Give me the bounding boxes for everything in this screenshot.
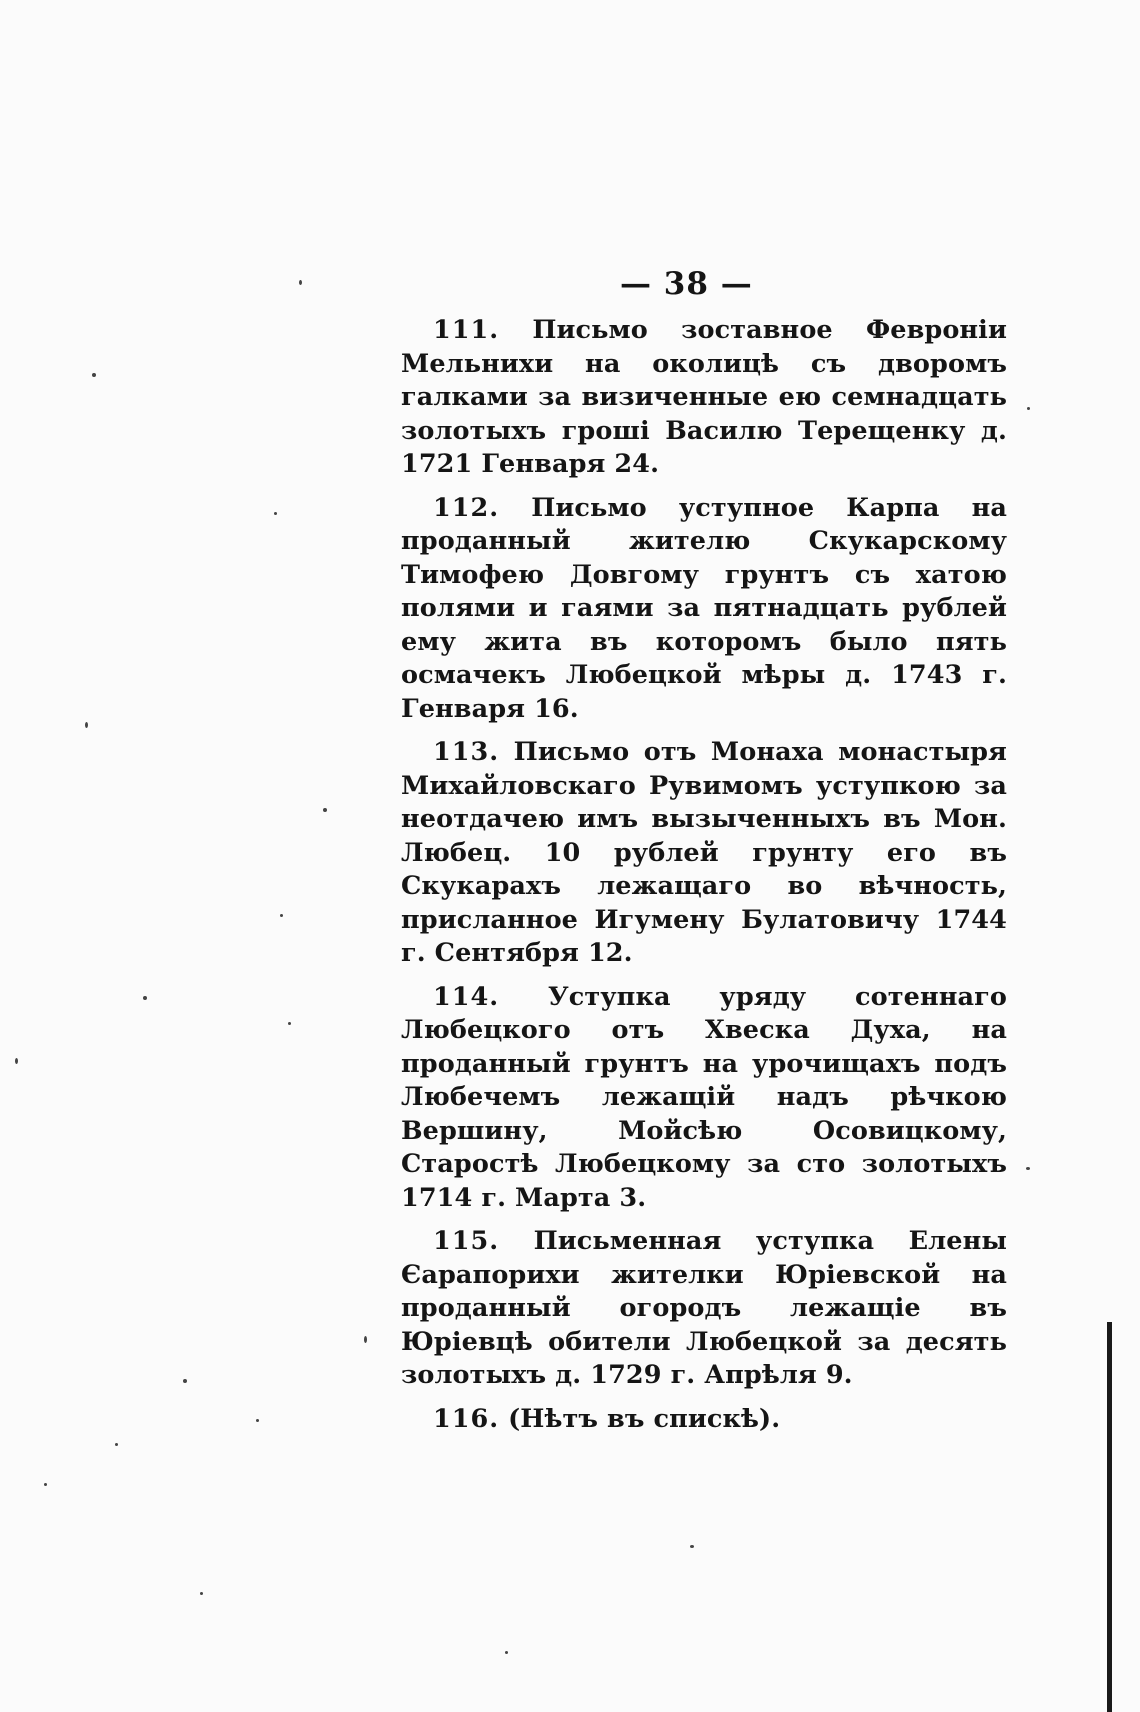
list-item [401,1403,1007,1437]
list-item [401,736,1007,971]
scan-speck [44,1483,47,1486]
scan-speck [183,1379,187,1383]
scan-speck [288,1022,291,1025]
scan-speck [256,1419,259,1422]
scan-speck [1026,1167,1030,1170]
scan-edge-bar [1107,1322,1112,1712]
entry-text: Письмо отъ Монаха монастыря Михайловскаго Рувимомъ уступкою за неотдачею имъ вызыченныхъ въ Мон. Любец. 10 рублей грунту его въ Скукарахъ лежащаго во вѣчность, присланное Игумену Булатовичу 1744 г. Сентября 12. [401,737,1007,968]
scan-speck [15,1058,18,1064]
entry-text: Уступка уряду сотеннаго Любецкого отъ Хвеска Духа, на проданный грунтъ на урочищахъ подъ Любечемъ лежащiй надъ рѣчкою Вершину, Мойсѣю Осовицкому, Старостѣ Любецкому за сто золотыхъ 1714 г. Марта 3. [401,981,1007,1213]
scan-speck [299,280,302,285]
entry-text: (Нѣтъ въ спискѣ). [508,1403,781,1434]
list-item [401,314,1007,482]
scan-speck [1027,407,1030,410]
scan-speck [280,914,283,917]
list-item [401,1225,1007,1393]
entry-number: 111. [433,315,500,345]
entry-number: 115. [433,1226,500,1256]
entry-text: Письменная уступка Елены Єарапорихи жителки Юрiевской на проданный огородъ лежащiе въ Юрiевцѣ обители Любецкой за десять золотыхъ д. 1729 г. Апрѣля 9. [401,1226,1007,1390]
entry-text: Письмо уступное Карпа на проданный жителю Скукарскому Тимофею Довгому грунтъ съ хатою полями и гаями за пятнадцать рублей ему жита въ которомъ было пять осмачекъ Любецкой мѣры д. 1743 г. Генваря 16. [401,492,1007,724]
entry-text: Письмо зоставное Февронiи Мельнихи на околицѣ съ дворомъ галками за визиченные ею семнадцать золотыхъ грошi Василю Терещенку д. 1721 Генваря 24. [401,315,1007,479]
scan-speck [364,1336,367,1343]
scan-speck [690,1545,694,1548]
list-item [401,492,1007,727]
scan-speck [505,1651,508,1654]
scan-speck [274,512,277,515]
scan-speck [85,722,88,728]
scan-speck [200,1592,203,1595]
entry-number: 114. [433,981,500,1012]
scan-speck [92,373,96,377]
list-item [401,981,1007,1216]
scan-speck [323,808,327,812]
page-number: — 38 — [620,266,753,302]
entry-number: 116. [433,1403,500,1434]
scan-speck [115,1443,118,1446]
entry-number: 112. [433,492,500,523]
entry-list [401,314,1007,1446]
scan-speck [143,996,147,1000]
entry-number: 113. [433,737,500,767]
